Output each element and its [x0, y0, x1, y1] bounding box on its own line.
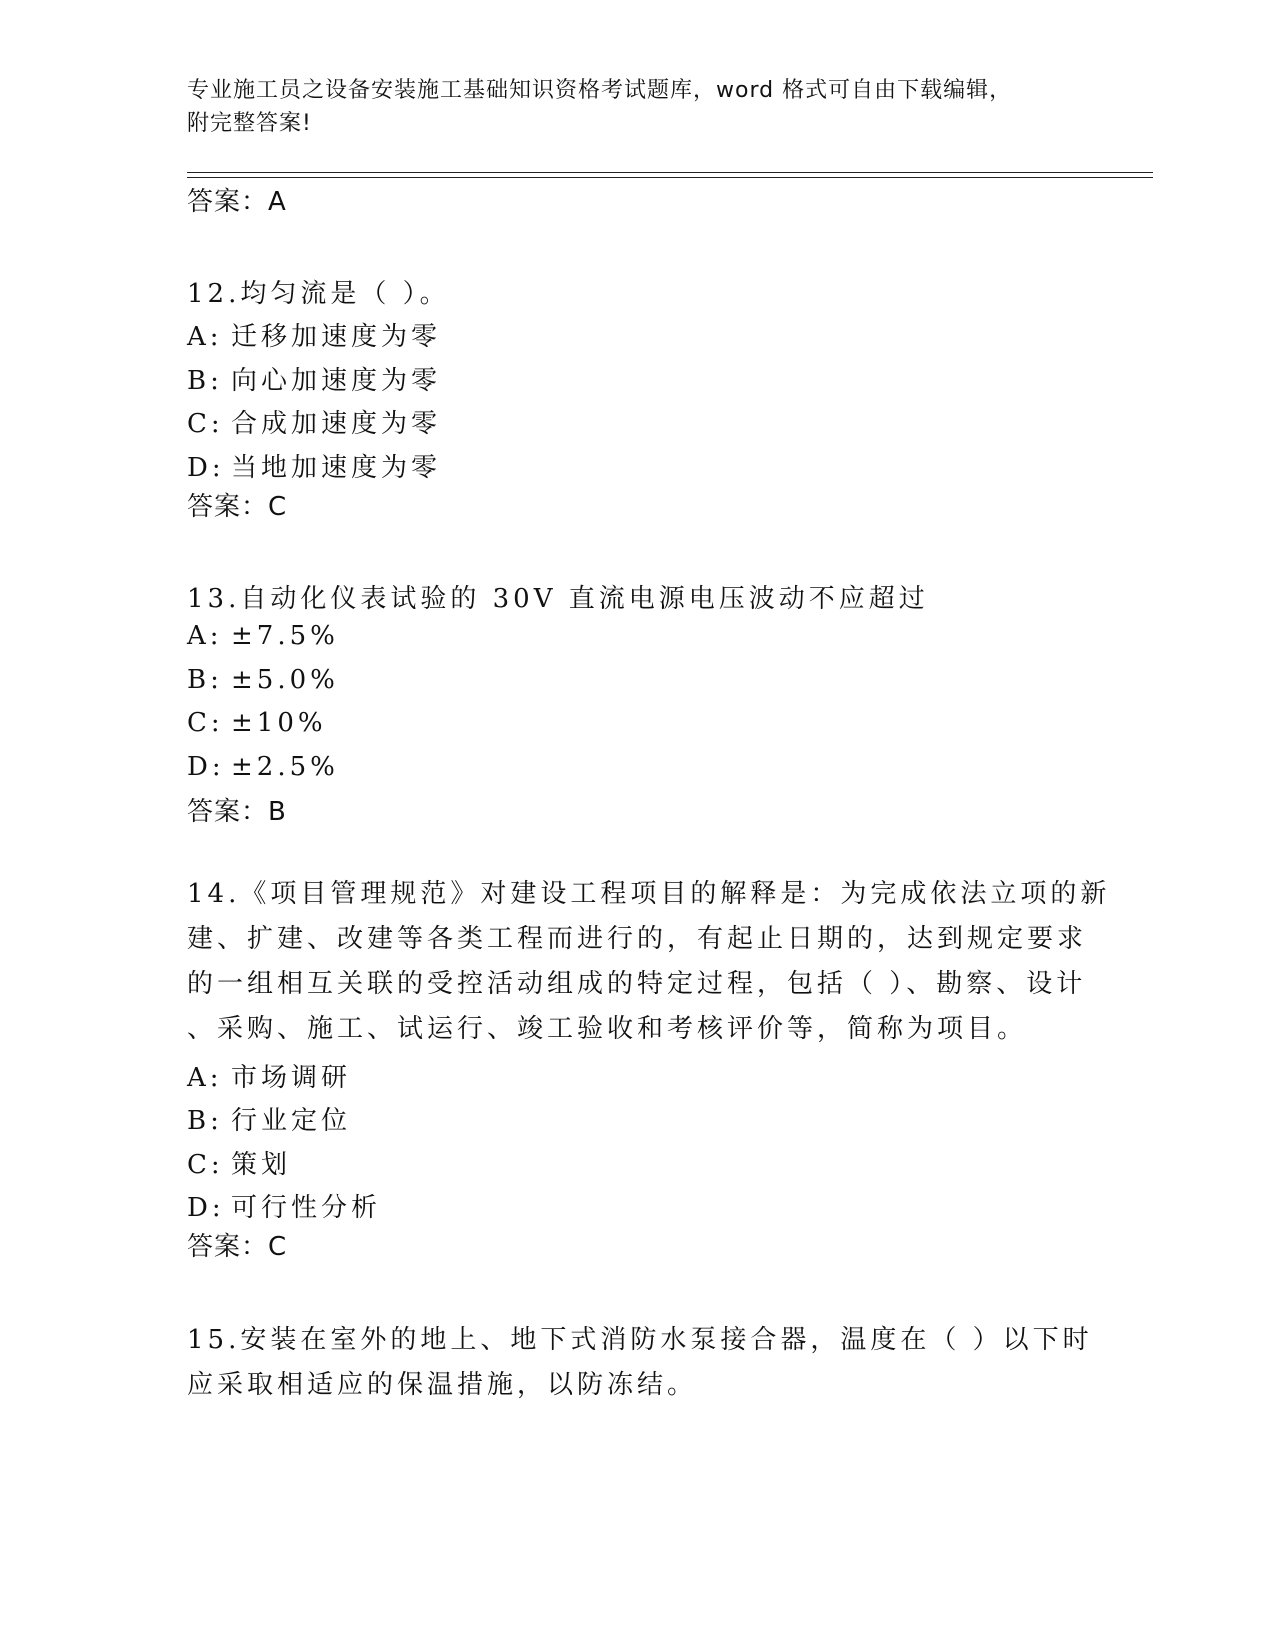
question-14-option-b — [187, 1100, 351, 1137]
question-14-stem — [187, 872, 1111, 1052]
option-key: A: — [187, 1063, 223, 1093]
option-key: D: — [187, 752, 225, 782]
question-13-option-a — [187, 621, 339, 651]
option-key: B: — [187, 665, 223, 695]
option-text: 可行性分析 — [231, 1193, 382, 1223]
stem-line: 15.安装在室外的地上、地下式消防水泵接合器，温度在（ ）以下时 — [187, 1325, 1093, 1355]
option-key: B: — [187, 366, 223, 396]
option-text: ±7.5% — [231, 621, 339, 651]
option-text: 当地加速度为零 — [231, 453, 442, 483]
stem-line: 应采取相适应的保温措施，以防冻结。 — [187, 1370, 698, 1400]
stem-line: 的一组相互关联的受控活动组成的特定过程，包括（ ）、勘察、设计 — [187, 969, 1087, 999]
question-12-option-a — [187, 316, 441, 353]
option-text: 迁移加速度为零 — [231, 322, 442, 352]
question-14-option-c — [187, 1144, 291, 1181]
option-text: 行业定位 — [231, 1106, 352, 1136]
option-text: ±5.0% — [231, 665, 339, 695]
stem-line: 建、扩建、改建等各类工程而进行的，有起止日期的，达到规定要求 — [187, 924, 1088, 954]
option-text: ±10% — [231, 708, 327, 738]
header-line-2: 附完整答案! — [187, 111, 312, 136]
question-13-option-d — [187, 752, 339, 782]
document-header — [187, 74, 1077, 140]
option-text: 向心加速度为零 — [231, 366, 442, 396]
question-14-option-d — [187, 1187, 381, 1224]
question-13-stem: 13.自动化仪表试验的 30V 直流电源电压波动不应超过 — [187, 584, 929, 614]
option-key: D: — [187, 453, 225, 483]
option-key: D: — [187, 1193, 225, 1223]
question-13-option-b — [187, 665, 339, 695]
question-13-option-c — [187, 708, 327, 738]
option-text: 市场调研 — [231, 1063, 352, 1093]
option-key: A: — [187, 322, 223, 352]
option-key: B: — [187, 1106, 223, 1136]
option-key: C: — [187, 708, 224, 738]
option-text: 策划 — [231, 1150, 292, 1180]
question-13-answer: 答案：B — [187, 797, 287, 827]
option-key: A: — [187, 621, 223, 651]
question-14-option-a — [187, 1057, 351, 1094]
previous-answer: 答案：A — [187, 187, 287, 217]
question-14-answer: 答案：C — [187, 1232, 288, 1262]
question-12-option-c — [187, 403, 441, 440]
question-12-option-b — [187, 360, 441, 397]
question-12-answer: 答案：C — [187, 492, 288, 522]
header-divider-top — [187, 172, 1153, 173]
option-key: C: — [187, 409, 224, 439]
stem-line: 14.《项目管理规范》对建设工程项目的解释是：为完成依法立项的新 — [187, 879, 1111, 909]
option-text: 合成加速度为零 — [231, 409, 442, 439]
header-line-1: 专业施工员之设备安装施工基础知识资格考试题库，word 格式可自由下载编辑， — [187, 78, 1013, 103]
header-divider-bottom — [187, 177, 1153, 178]
stem-line: 、采购、施工、试运行、竣工验收和考核评价等，简称为项目。 — [187, 1014, 1028, 1044]
question-12-option-d — [187, 447, 441, 484]
question-12-stem: 12.均匀流是（ ）。 — [187, 279, 450, 309]
option-text: ±2.5% — [231, 752, 339, 782]
option-key: C: — [187, 1150, 224, 1180]
question-15-stem — [187, 1318, 1097, 1408]
